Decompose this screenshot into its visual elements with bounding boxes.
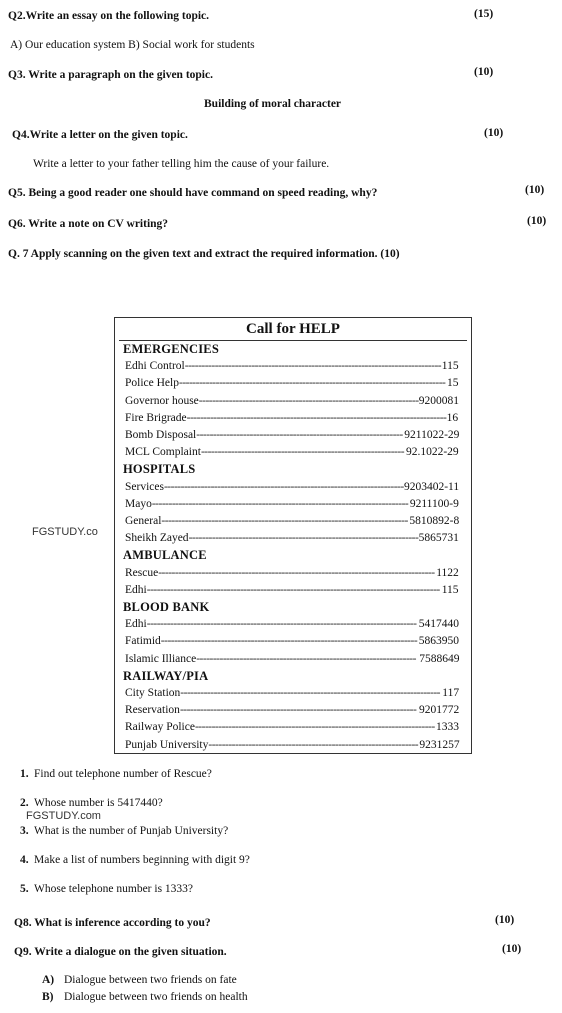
directory-entry-name: Services <box>125 480 164 493</box>
directory-entry-name: City Station <box>125 687 181 699</box>
directory-entry-name: Edhi <box>125 583 147 596</box>
directory-entry-number: 16 <box>446 411 459 424</box>
directory-entry-number: 5863950 <box>418 635 460 648</box>
q9-label: Q9. Write a dialogue on the given situation. <box>14 946 227 958</box>
directory-entry <box>125 445 461 460</box>
directory-entry-name: Edhi <box>125 618 147 631</box>
directory-entry-name: Governor house <box>125 394 199 407</box>
directory-entry-leader: ------------------------------------------------------------- <box>200 446 405 459</box>
directory-entry-leader: ---------------------------------------------------------------------------------------- <box>146 583 440 596</box>
directory-entry-name: Reservation <box>125 704 180 717</box>
directory-entry-name: MCL Complaint <box>125 446 201 459</box>
directory-entry-leader: --------------------------------------------------------------------------------- <box>146 618 417 631</box>
q2-marks: (15) <box>474 8 494 20</box>
directory-entry-name: Rescue <box>125 566 159 579</box>
directory-entry <box>125 497 461 512</box>
help-directory-box <box>114 317 472 754</box>
scan-question-number: 5. <box>20 883 29 895</box>
directory-entry-leader: ----------------------------------------------------------------------- <box>179 704 417 717</box>
directory-entry-leader: ------------------------------------------------------------------------------ <box>180 687 440 699</box>
directory-title-rule <box>119 340 467 341</box>
q3-label: Q3. Write a paragraph on the given topic. <box>8 69 213 81</box>
directory-entry-number: 92.1022-29 <box>405 446 459 459</box>
scan-question-number: 1. <box>20 768 29 780</box>
directory-entry-name: Bomb Disposal <box>125 429 197 441</box>
directory-entry-number: 5810892-8 <box>409 515 460 527</box>
directory-entry <box>125 634 461 649</box>
directory-entry-number: 9203402-11 <box>403 480 460 493</box>
watermark-left: FGSTUDY.co <box>32 526 98 538</box>
q6-label: Q6. Write a note on CV writing? <box>8 218 169 230</box>
q7-label: Q. 7 Apply scanning on the given text and extract the required information. (10) <box>8 248 400 260</box>
q6-marks: (10) <box>527 215 547 227</box>
directory-entry <box>125 514 461 529</box>
directory-entry-number: 115 <box>441 360 459 373</box>
directory-entry <box>125 583 461 598</box>
directory-entry-name: Fatimid <box>125 635 161 648</box>
q9-option-text: Dialogue between two friends on fate <box>64 974 237 986</box>
scan-question-number: 3. <box>20 825 29 837</box>
directory-entry-leader: --------------------------------------------------------------- <box>208 738 419 751</box>
directory-entry-name: Islamic Illiance <box>125 652 197 665</box>
directory-entry-leader: -------------------------------------------------------------------------- <box>161 515 408 527</box>
directory-section-heading: AMBULANCE <box>123 548 207 563</box>
directory-entry-number: 117 <box>442 687 460 699</box>
directory-entry <box>125 566 461 581</box>
directory-entry-number: 9211022-29 <box>404 429 460 441</box>
directory-entry <box>125 617 461 632</box>
q5-marks: (10) <box>525 184 545 196</box>
directory-entry <box>125 720 461 735</box>
directory-entry-number: 5865731 <box>418 532 459 545</box>
watermark-bottom: FGSTUDY.com <box>26 810 101 822</box>
directory-entry-number: 7588649 <box>419 652 460 665</box>
directory-entry-number: 15 <box>446 377 459 390</box>
directory-entry-leader: ------------------------------------------------------------------------ <box>163 480 404 493</box>
directory-entry <box>125 428 461 443</box>
scan-question-number: 4. <box>20 854 29 866</box>
directory-entry-leader: ------------------------------------------------------------------------------ <box>186 411 447 424</box>
directory-entry-name: Sheikh Zayed <box>125 532 189 545</box>
q9-option-letter: A) <box>42 974 55 986</box>
directory-entry-leader: ----------------------------------------------------------------------------- <box>184 360 442 373</box>
directory-entry-name: General <box>125 515 162 527</box>
q8-label: Q8. What is inference according to you? <box>14 917 211 929</box>
directory-entry <box>125 480 461 495</box>
directory-entry-name: Mayo <box>125 497 152 510</box>
directory-entry <box>125 394 461 409</box>
directory-entry-leader: ------------------------------------------------------------------ <box>196 652 416 665</box>
q9-marks: (10) <box>502 943 522 955</box>
directory-entry <box>125 738 461 753</box>
directory-entry-leader: ----------------------------------------------------------------------------- <box>151 497 409 510</box>
scan-question-number: 2. <box>20 797 29 809</box>
q9-option-text: Dialogue between two friends on health <box>64 991 248 1003</box>
directory-entry-leader: ----------------------------------------------------------------------------------- <box>158 566 435 579</box>
directory-entry-number: 1333 <box>435 721 459 734</box>
directory-section-heading: HOSPITALS <box>123 462 196 477</box>
q2-label: Q2.Write an essay on the following topic. <box>8 10 210 22</box>
scan-question-text: What is the number of Punjab University? <box>34 825 229 837</box>
directory-entry <box>125 652 461 667</box>
directory-entry-name: Fire Brigrade <box>125 411 187 424</box>
q3-topic: Building of moral character <box>204 98 342 110</box>
directory-entry-leader: -------------------------------------------------------------------------------- <box>178 377 446 390</box>
q5-label: Q5. Being a good reader one should have command on speed reading, why? <box>8 187 378 199</box>
scan-question-text: Whose number is 5417440? <box>34 797 163 809</box>
q9-option-letter: B) <box>42 991 54 1003</box>
scan-question-text: Whose telephone number is 1333? <box>34 883 194 895</box>
q2-options: A) Our education system B) Social work for students <box>10 39 255 51</box>
scan-question-text: Find out telephone number of Rescue? <box>34 768 212 780</box>
directory-entry-number: 5417440 <box>418 618 459 631</box>
directory-entry <box>125 411 461 426</box>
directory-entry-number: 115 <box>441 583 459 596</box>
directory-entry-name: Police Help <box>125 377 179 390</box>
scan-question-text: Make a list of numbers beginning with digit 9? <box>34 854 250 866</box>
directory-entry-number: 9231257 <box>419 738 460 751</box>
directory-section-heading: EMERGENCIES <box>123 342 219 356</box>
directory-entry-number: 9200081 <box>418 394 460 407</box>
directory-entry-leader: ------------------------------------------------------------------------ <box>194 721 435 734</box>
directory-entry-leader: -------------------------------------------------------------- <box>196 429 403 441</box>
directory-entry <box>125 376 461 391</box>
q4-marks: (10) <box>484 127 504 139</box>
directory-entry-leader: ------------------------------------------------------------------ <box>198 394 419 407</box>
directory-entry <box>125 703 461 718</box>
directory-entry-leader: ----------------------------------------------------------------------------- <box>160 635 418 648</box>
q4-topic: Write a letter to your father telling him the cause of your failure. <box>33 158 330 170</box>
directory-entry <box>125 359 461 374</box>
directory-entry-name: Railway Police <box>125 721 195 734</box>
q4-label: Q4.Write a letter on the given topic. <box>12 129 188 141</box>
directory-entry <box>125 686 461 701</box>
directory-section-heading: BLOOD BANK <box>123 600 210 614</box>
directory-entry-leader: --------------------------------------------------------------------- <box>188 532 419 545</box>
directory-entry-number: 9211100-9 <box>409 497 459 510</box>
directory-entry-name: Punjab University <box>125 738 209 751</box>
directory-section-heading: RAILWAY/PIA <box>123 668 209 683</box>
q3-marks: (10) <box>474 66 494 78</box>
directory-title: Call for HELP <box>246 321 340 337</box>
directory-entry-number: 1122 <box>436 566 459 579</box>
q8-marks: (10) <box>495 914 515 926</box>
directory-entry-name: Edhi Control <box>125 360 185 373</box>
directory-entry <box>125 531 461 546</box>
directory-entry-number: 9201772 <box>418 704 460 717</box>
